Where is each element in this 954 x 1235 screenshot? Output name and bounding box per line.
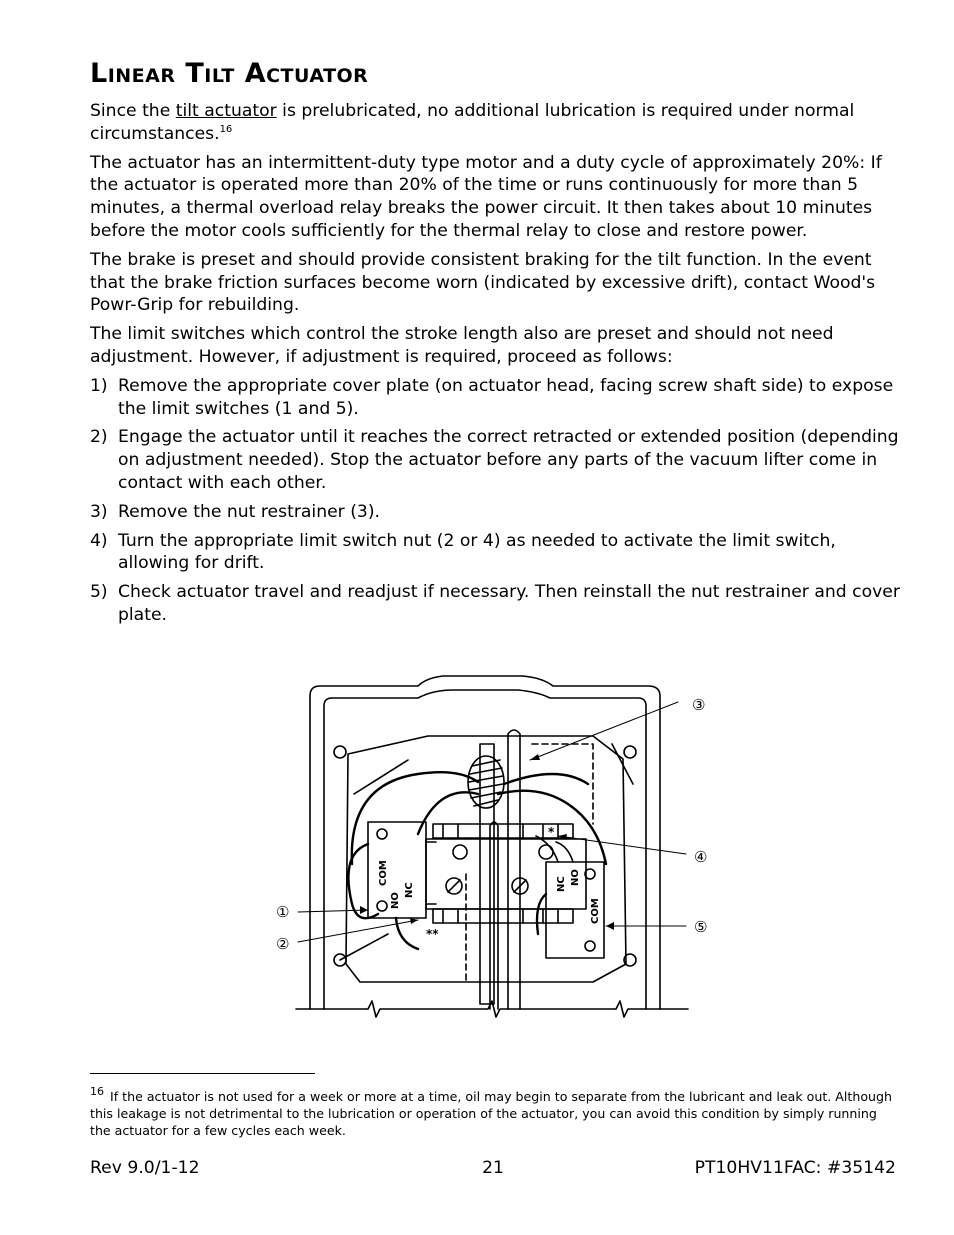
footnote-separator xyxy=(90,1073,315,1074)
page-number: 21 xyxy=(482,1158,504,1178)
footnote xyxy=(90,1085,900,1139)
right-switch-nc-label: NC xyxy=(556,876,567,892)
callout-4: ④ xyxy=(694,848,708,866)
gasket-edge-left xyxy=(340,934,388,960)
right-switch-com-label: COM xyxy=(590,898,601,924)
wire xyxy=(504,774,588,784)
screw-shaft xyxy=(480,744,494,1004)
document-id: PT10HV11FAC: #35142 xyxy=(694,1158,896,1178)
crossbar-ticks xyxy=(443,909,558,923)
double-star-mark: ** xyxy=(426,927,439,941)
arrowhead xyxy=(606,922,614,930)
tilt-actuator-link: tilt actuator xyxy=(175,101,277,121)
body-text xyxy=(90,100,900,633)
wire xyxy=(352,772,478,864)
left-switch-nc-label: NC xyxy=(404,882,415,898)
leader-line-1 xyxy=(298,910,368,912)
thread-lines xyxy=(469,760,503,806)
left-switch-com-label: COM xyxy=(378,860,389,886)
step-item xyxy=(90,530,900,576)
left-switch-no-label: NO xyxy=(390,892,401,909)
step-text: Check actuator travel and readjust if necessary. Then reinstall the nut restrainer and cover plate. xyxy=(118,582,900,625)
nut-restrainer xyxy=(508,730,520,1009)
callout-5: ⑤ xyxy=(694,918,708,936)
mounting-hole xyxy=(624,746,636,758)
adjustment-steps xyxy=(90,375,900,627)
arrowhead xyxy=(410,918,418,924)
housing-inner-outline xyxy=(324,690,646,1009)
wire xyxy=(537,894,546,934)
lower-crossbar xyxy=(433,909,573,923)
switch-mount-hole xyxy=(377,901,387,911)
switch-lever xyxy=(426,842,436,904)
step-item xyxy=(90,426,900,494)
leader-line-3 xyxy=(530,702,678,760)
revision-label: Rev 9.0/1-12 xyxy=(90,1158,200,1178)
step-text: Remove the nut restrainer (3). xyxy=(118,501,381,522)
paragraph-brake: The brake is preset and should provide consistent braking for the tilt function. In the event that the brake friction surfaces become worn (indicated by excessive drift), contact Wood's Powr-Grip for rebuilding. xyxy=(90,249,876,316)
single-star-mark: * xyxy=(548,825,555,839)
footnote-text: If the actuator is not used for a week or more at a time, oil may begin to separate from the lubricant and leak out. Although this leakage is not detrimental to the lubrication or operation of the actuator, you can avoid this condition by simply running the actuator for a few cycles each week. xyxy=(90,1089,892,1138)
step-number: 3) xyxy=(90,501,108,522)
center-plate xyxy=(426,839,586,909)
callout-3: ③ xyxy=(692,696,706,714)
wire xyxy=(396,918,418,949)
step-text: Engage the actuator until it reaches the correct retracted or extended position (depending on adjustment needed). Stop the actuator before any parts of the vacuum lifter come in contact with each other. xyxy=(118,427,899,493)
step-text: Turn the appropriate limit switch nut (2 or 4) as needed to activate the limit switch, allowing for drift. xyxy=(118,530,836,574)
footnote-reference: 16 xyxy=(219,123,233,135)
screw-slot xyxy=(448,880,460,892)
mounting-hole xyxy=(334,746,346,758)
footnote-mark: 16 xyxy=(90,1085,104,1098)
step-text: Remove the appropriate cover plate (on actuator head, facing screw shaft side) to expose the limit switches (1 and 5). xyxy=(118,375,894,419)
step-number: 1) xyxy=(90,375,108,396)
right-switch-no-label: NO xyxy=(570,869,581,886)
paragraph-lubrication xyxy=(90,100,900,146)
para1-text-before: Since the xyxy=(90,101,176,121)
limit-switch-diagram xyxy=(268,664,728,1034)
para1-text-after: is prelubricated, no additional lubrication is required under normal circumstances. xyxy=(90,101,855,144)
step-number: 4) xyxy=(90,530,108,551)
callout-2: ② xyxy=(276,935,290,953)
callout-1: ① xyxy=(276,903,290,921)
crossbar-ticks xyxy=(443,824,558,838)
wire xyxy=(418,792,478,834)
paragraph-limit-switches: The limit switches which control the stroke length also are preset and should not need adjustment. However, if adjustment is required, proceed as follows: xyxy=(90,324,834,367)
switch-mount-hole xyxy=(377,829,387,839)
wire xyxy=(556,842,573,862)
section-title: Linear Tilt Actuator xyxy=(90,58,369,89)
screw-head xyxy=(453,845,467,859)
step-item xyxy=(90,581,900,627)
leader-line-4 xyxy=(558,836,686,854)
step-item xyxy=(90,501,900,524)
step-item xyxy=(90,375,900,421)
arrowhead xyxy=(530,754,540,760)
step-number: 5) xyxy=(90,582,108,603)
step-number: 2) xyxy=(90,427,108,448)
arrowhead xyxy=(360,906,368,914)
paragraph-duty-cycle: The actuator has an intermittent-duty type motor and a duty cycle of approximately 20%: If the actuator is operated more than 20% of the time or runs continuously for more than 5 minutes, a thermal overload relay breaks the power circuit. It then takes about 10 minutes before the motor cools sufficiently for the thermal relay to close and restore power. xyxy=(90,152,882,241)
switch-mount-hole xyxy=(585,941,595,951)
